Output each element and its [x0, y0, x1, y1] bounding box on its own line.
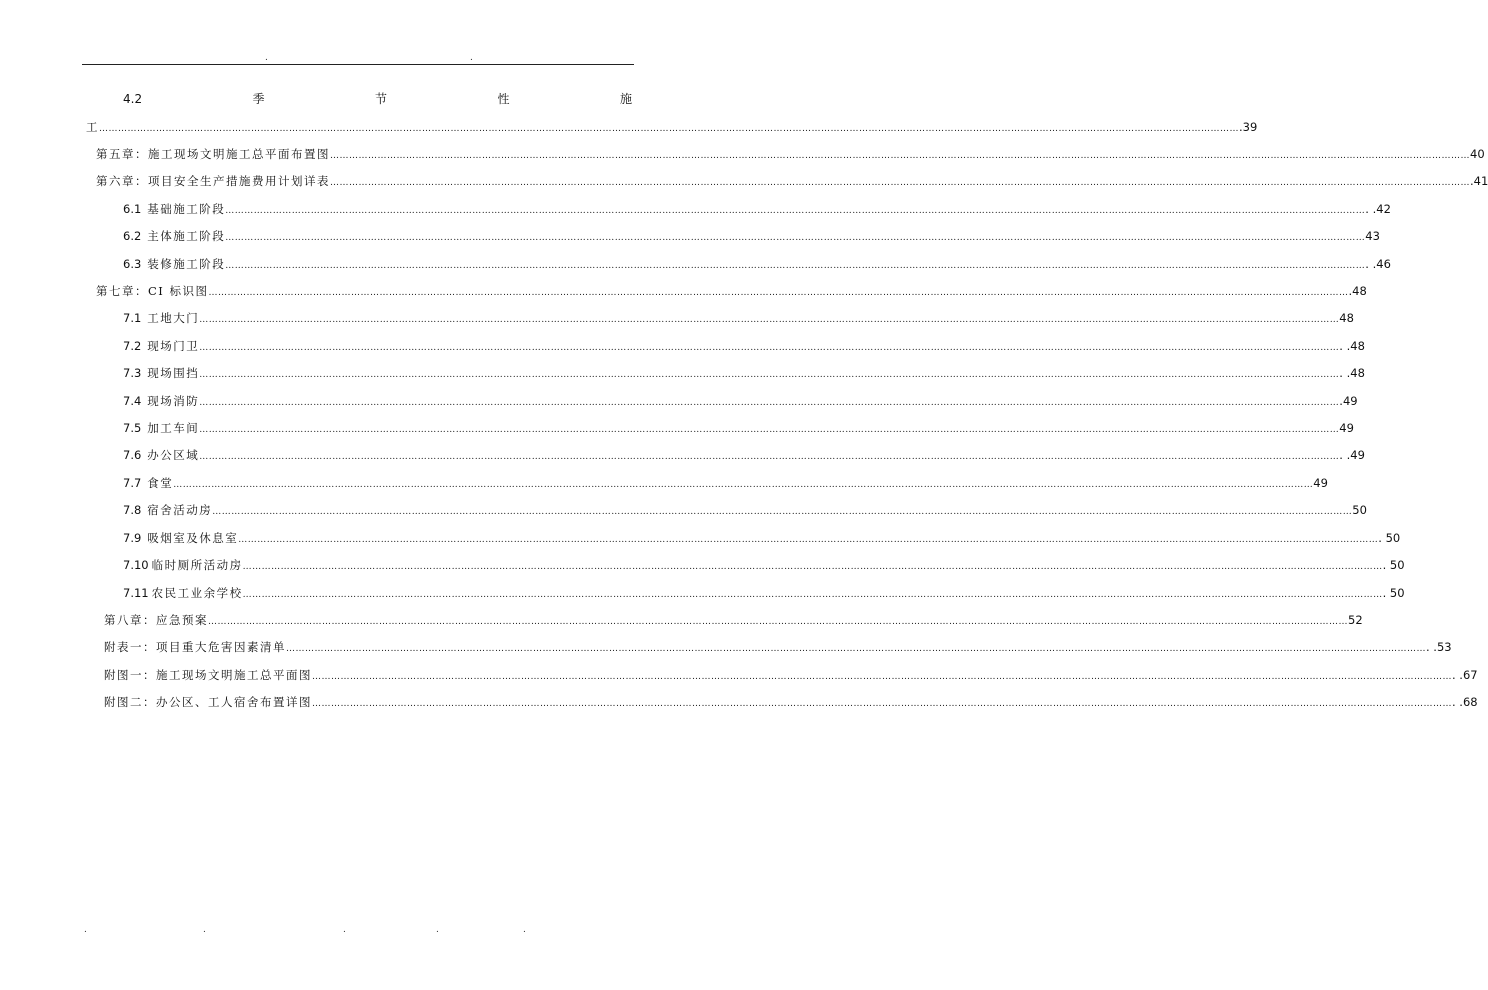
section-number: 7.9	[123, 531, 142, 545]
toc-entry-s6-1[interactable]	[123, 201, 1391, 217]
heading-char: 施	[619, 92, 632, 106]
page-number: 50	[1352, 503, 1367, 517]
section-title: 吸烟室及休息室	[147, 531, 239, 545]
section-title: 附图二：办公区、工人宿舍布置详图	[104, 695, 312, 709]
footer-dot: .	[343, 925, 346, 935]
section-number: 7.1	[123, 311, 142, 325]
dot-leader: ………………………………………………………………………………………………………………………………………………………………………………………………………………………………………………………………………………………………………………………………	[242, 562, 1383, 572]
page-number: . .49	[1339, 448, 1365, 462]
section-number: 7.5	[123, 421, 142, 435]
dot-leader: ………………………………………………………………………………………………………………………………………………………………………………………………………………………………………………………………………………………………………………………………	[212, 507, 1353, 517]
dot-leader: ………………………………………………………………………………………………………………………………………………………………………………………………………………………………………………………………………………………………………………………………	[208, 288, 1349, 298]
dot-leader: ………………………………………………………………………………………………………………………………………………………………………………………………………………………………………………………………………………………………………………………………	[225, 261, 1366, 271]
section-number: 7.10	[123, 558, 149, 572]
dot-leader: ………………………………………………………………………………………………………………………………………………………………………………………………………………………………………………………………………………………………………………………………	[199, 315, 1340, 325]
section-title: 工地大门	[147, 311, 200, 325]
toc-entry-s6-3[interactable]	[123, 256, 1391, 272]
toc-entry-s7-3[interactable]	[123, 365, 1365, 381]
dot-leader: ………………………………………………………………………………………………………………………………………………………………………………………………………………………………………………………………………………………………………………………………	[330, 178, 1470, 188]
toc-entry-s7-4[interactable]	[123, 393, 1358, 409]
section-number: 7.2	[123, 339, 142, 353]
dot-leader: ………………………………………………………………………………………………………………………………………………………………………………………………………………………………………………………………………………………………………………………………	[199, 343, 1340, 353]
toc-entry-s7-6[interactable]	[123, 447, 1365, 463]
toc-entry-label	[123, 475, 173, 491]
dot-leader: ………………………………………………………………………………………………………………………………………………………………………………………………………………………………………………………………………………………………………………………………	[199, 370, 1340, 380]
toc-entry-ch7[interactable]	[96, 283, 1367, 299]
section-title: 第五章：施工现场文明施工总平面布置图	[96, 147, 330, 161]
section-number: 7.7	[123, 476, 142, 490]
header-rule	[82, 64, 634, 65]
toc-entry-s7-2[interactable]	[123, 338, 1365, 354]
dot-leader: ………………………………………………………………………………………………………………………………………………………………………………………………………………………………………………………………………………………………………………………………	[225, 206, 1366, 216]
dot-leader: ………………………………………………………………………………………………………………………………………………………………………………………………………………………………………………………………………………………………………………………………	[286, 644, 1426, 654]
toc-entry-label	[104, 612, 208, 628]
dot-leader: ………………………………………………………………………………………………………………………………………………………………………………………………………………………………………………………………………………………………………………………………	[238, 535, 1379, 545]
section-title: 现场消防	[147, 394, 200, 408]
dot-leader: ………………………………………………………………………………………………………………………………………………………………………………………………………………………………………………………………………………………………………………………………	[330, 151, 1470, 161]
section-number: 6.1	[123, 202, 142, 216]
toc-entry-label	[123, 502, 212, 518]
toc-entry-label	[123, 338, 199, 354]
toc-entry-s6-2[interactable]	[123, 228, 1380, 244]
dot-leader: ………………………………………………………………………………………………………………………………………………………………………………………………………………………………………………………………………………………………………………………………	[208, 617, 1348, 627]
toc-entry-label	[123, 447, 199, 463]
toc-entry-label	[96, 146, 330, 162]
toc-entry-label	[123, 365, 199, 381]
page-number: 43	[1365, 229, 1380, 243]
section-number: 6.2	[123, 229, 142, 243]
toc-entry-cont-4-2[interactable]	[86, 119, 1258, 135]
page-number: . .68	[1452, 695, 1478, 709]
section-title: 现场围挡	[147, 366, 200, 380]
section-number: 7.8	[123, 503, 142, 517]
toc-entry-fig1[interactable]	[104, 667, 1478, 683]
page-number: . 50	[1378, 531, 1401, 545]
dot-leader: ………………………………………………………………………………………………………………………………………………………………………………………………………………………………………………………………………………………………………………………………	[225, 233, 1366, 243]
toc-entry-ch6[interactable]	[96, 173, 1488, 189]
header-dot: .	[470, 53, 473, 63]
toc-entry-ch8[interactable]	[104, 612, 1363, 628]
toc-entry-label	[123, 557, 243, 573]
section-title: 宿舍活动房	[147, 503, 213, 517]
section-number: 7.3	[123, 366, 142, 380]
section-title: 临时厕所活动房	[151, 558, 243, 572]
toc-entry-label	[123, 310, 199, 326]
section-title: 主体施工阶段	[147, 229, 226, 243]
dot-leader: ………………………………………………………………………………………………………………………………………………………………………………………………………………………………………………………………………………………………………………………………	[173, 480, 1314, 490]
page-number: . .67	[1452, 668, 1478, 682]
dot-leader: ………………………………………………………………………………………………………………………………………………………………………………………………………………………………………………………………………………………………………………………………	[199, 398, 1340, 408]
toc-entry-label	[123, 201, 225, 217]
toc-entry-s7-10[interactable]	[123, 557, 1405, 573]
section-title: 附图一：施工现场文明施工总平面图	[104, 668, 312, 682]
toc-entry-label	[123, 393, 199, 409]
toc-entry-label	[123, 256, 225, 272]
section-title: 工	[86, 120, 99, 134]
section-title: 农民工业余学校	[151, 586, 243, 600]
page-number: . .53	[1426, 640, 1452, 654]
section-title: 第七章：CI 标识图	[96, 284, 209, 298]
toc-entry-s7-9[interactable]	[123, 530, 1401, 546]
toc-entry-label	[96, 283, 209, 299]
page-number: . 50	[1382, 558, 1405, 572]
section-number: 7.4	[123, 394, 142, 408]
heading-char: 季	[252, 92, 265, 106]
page-number: . .42	[1365, 202, 1391, 216]
page-number: . 50	[1382, 586, 1405, 600]
heading-char: 性	[497, 92, 510, 106]
section-title: 第八章：应急预案	[104, 613, 208, 627]
toc-entry-app1[interactable]	[104, 639, 1452, 655]
page-number: 49	[1313, 476, 1328, 490]
toc-entry-label	[104, 639, 286, 655]
toc-entry-label	[96, 173, 330, 189]
dot-leader: ………………………………………………………………………………………………………………………………………………………………………………………………………………………………………………………………………………………………………………………………	[312, 699, 1452, 709]
page-number: 48	[1339, 311, 1354, 325]
section-number: 7.6	[123, 448, 142, 462]
page-number: .39	[1239, 120, 1258, 134]
page-number: 49	[1339, 421, 1354, 435]
footer-dot: .	[84, 925, 87, 935]
section-title: 现场门卫	[147, 339, 200, 353]
toc-entry-fig2[interactable]	[104, 694, 1478, 710]
section-number: 7.11	[123, 586, 149, 600]
page-number: .41	[1470, 174, 1488, 188]
page-number: .48	[1348, 284, 1367, 298]
dot-leader: ………………………………………………………………………………………………………………………………………………………………………………………………………………………………………………………………………………………………………………………………	[242, 590, 1383, 600]
footer-dot: .	[436, 925, 439, 935]
toc-entry-s7-11[interactable]	[123, 585, 1405, 601]
toc-entry-label	[123, 530, 238, 546]
section-title: 加工车间	[147, 421, 200, 435]
toc-entry-label	[123, 420, 199, 436]
page-number: 52	[1348, 613, 1363, 627]
toc-entry-s7-5[interactable]	[123, 420, 1354, 436]
page-number: . .48	[1339, 366, 1365, 380]
page-number: 40	[1470, 147, 1485, 161]
toc-entry-ch5[interactable]	[96, 146, 1485, 162]
dot-leader: ………………………………………………………………………………………………………………………………………………………………………………………………………………………………………………………………………………………………………………………………	[199, 452, 1340, 462]
page-number: .49	[1339, 394, 1358, 408]
footer-dot: .	[523, 925, 526, 935]
toc-entry-label	[123, 585, 243, 601]
section-title: 食堂	[147, 476, 174, 490]
dot-leader: ………………………………………………………………………………………………………………………………………………………………………………………………………………………………………………………………………………………………………………………………	[99, 124, 1239, 134]
section-title: 装修施工阶段	[147, 257, 226, 271]
section-number: 6.3	[123, 257, 142, 271]
dot-leader: ………………………………………………………………………………………………………………………………………………………………………………………………………………………………………………………………………………………………………………………………	[199, 425, 1340, 435]
section-title: 办公区域	[147, 448, 200, 462]
footer-dot: .	[203, 925, 206, 935]
dot-leader: ………………………………………………………………………………………………………………………………………………………………………………………………………………………………………………………………………………………………………………………………	[312, 672, 1452, 682]
toc-entry-s7-7[interactable]	[123, 475, 1328, 491]
toc-entry-label	[123, 228, 225, 244]
toc-entry-label	[104, 694, 312, 710]
toc-entry-label	[104, 667, 312, 683]
toc-entry-4-2-heading	[123, 92, 632, 106]
toc-entry-s7-8[interactable]	[123, 502, 1367, 518]
toc-entry-label	[86, 119, 99, 135]
section-title: 附表一：项目重大危害因素清单	[104, 640, 286, 654]
section-title: 第六章：项目安全生产措施费用计划详表	[96, 174, 330, 188]
section-title: 基础施工阶段	[147, 202, 226, 216]
heading-char: 节	[375, 92, 388, 106]
page-number: . .46	[1365, 257, 1391, 271]
page-number: . .48	[1339, 339, 1365, 353]
toc-entry-s7-1[interactable]	[123, 310, 1354, 326]
header-dot: .	[265, 53, 268, 63]
section-number: 4.2	[123, 92, 143, 106]
